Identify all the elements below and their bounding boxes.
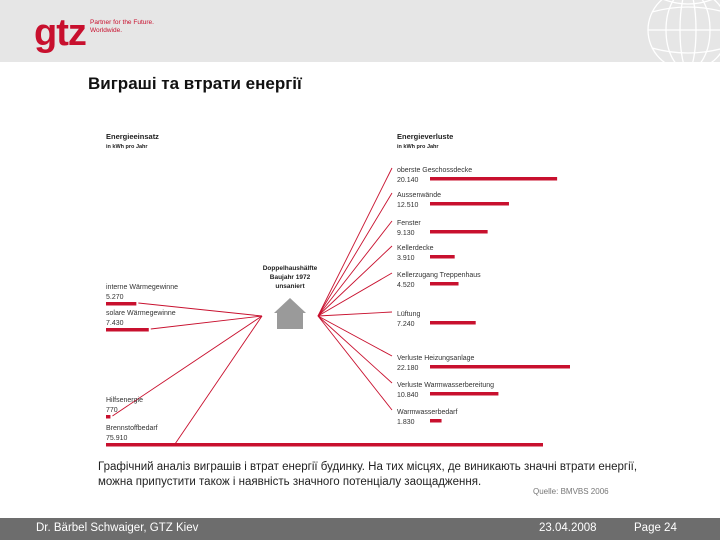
loss-bar xyxy=(430,177,557,181)
footer-author: Dr. Bärbel Schwaiger, GTZ Kiev xyxy=(36,522,199,534)
loss-flow-line xyxy=(318,221,392,316)
loss-bar xyxy=(430,365,570,369)
footer-page: Page 24 xyxy=(634,522,677,534)
loss-label: Aussenwände xyxy=(397,192,441,199)
loss-flow-line xyxy=(318,246,392,316)
gain-label: Brennstoffbedarf xyxy=(106,425,158,432)
tagline-line-2: Worldwide. xyxy=(90,27,123,34)
loss-flow-line xyxy=(318,193,392,316)
loss-label: Verluste Heizungsanlage xyxy=(397,355,475,362)
loss-label: Fenster xyxy=(397,220,421,227)
loss-bar xyxy=(430,392,498,396)
loss-label: oberste Geschossdecke xyxy=(397,167,473,174)
right-title: Energieverluste xyxy=(397,132,454,141)
fuel-demand-bar xyxy=(106,443,543,447)
center-label-2: Baujahr 1972 xyxy=(269,274,311,281)
tagline-line-1: Partner for the Future. xyxy=(90,19,154,26)
gain-label: solare Wärmegewinne xyxy=(106,310,176,317)
loss-value: 3.910 xyxy=(397,255,415,262)
footer-bar xyxy=(0,518,720,540)
loss-flow-line xyxy=(318,168,392,316)
loss-label: Verluste Warmwasserbereitung xyxy=(397,382,495,389)
house-icon xyxy=(274,298,306,329)
loss-bar xyxy=(430,419,442,423)
loss-bar xyxy=(430,321,476,325)
footer-date: 23.04.2008 xyxy=(539,522,597,534)
loss-value: 4.520 xyxy=(397,282,415,289)
loss-bar xyxy=(430,230,488,234)
gain-value: 5.270 xyxy=(106,294,124,301)
gain-bar xyxy=(106,328,149,332)
loss-label: Lüftung xyxy=(397,311,421,318)
loss-value: 7.240 xyxy=(397,321,415,328)
loss-value: 20.140 xyxy=(397,177,419,184)
gain-value: 75.910 xyxy=(106,435,128,442)
gain-label: interne Wärmegewinne xyxy=(106,284,178,291)
loss-value: 9.130 xyxy=(397,230,415,237)
gain-bar xyxy=(106,302,136,306)
loss-bar xyxy=(430,202,509,206)
left-unit: in kWh pro Jahr xyxy=(106,144,148,150)
center-label-3: unsaniert xyxy=(275,283,305,290)
loss-label: Kellerzugang Treppenhaus xyxy=(397,272,481,279)
loss-bar xyxy=(430,282,459,286)
gtz-logo: gtz xyxy=(34,12,86,54)
source-note: Quelle: BMVBS 2006 xyxy=(533,487,609,496)
right-unit: in kWh pro Jahr xyxy=(397,144,439,150)
gain-label: Hilfsenergie xyxy=(106,397,143,404)
center-label-1: Doppelhaushälfte xyxy=(262,265,318,272)
loss-value: 1.830 xyxy=(397,419,415,426)
gain-flow-line xyxy=(175,316,262,444)
loss-value: 12.510 xyxy=(397,202,419,209)
caption: Графічний аналіз виграшів і втрат енергії будинку. На тих місцях, де виникають значні втрати енергії, можна припустити також і наявність значного потенціалу заощадження. xyxy=(98,461,638,488)
gain-bar xyxy=(106,415,110,419)
loss-label: Warmwasserbedarf xyxy=(397,409,458,416)
loss-flow-line xyxy=(318,316,392,410)
loss-label: Kellerdecke xyxy=(397,245,434,252)
page-title: Виграші та втрати енергії xyxy=(88,74,302,93)
left-title: Energieeinsatz xyxy=(106,132,159,141)
loss-value: 10.840 xyxy=(397,392,419,399)
loss-bar xyxy=(430,255,455,259)
loss-flow-line xyxy=(318,312,392,316)
loss-value: 22.180 xyxy=(397,365,419,372)
gain-value: 7.430 xyxy=(106,320,124,327)
gain-value: 770 xyxy=(106,407,118,414)
